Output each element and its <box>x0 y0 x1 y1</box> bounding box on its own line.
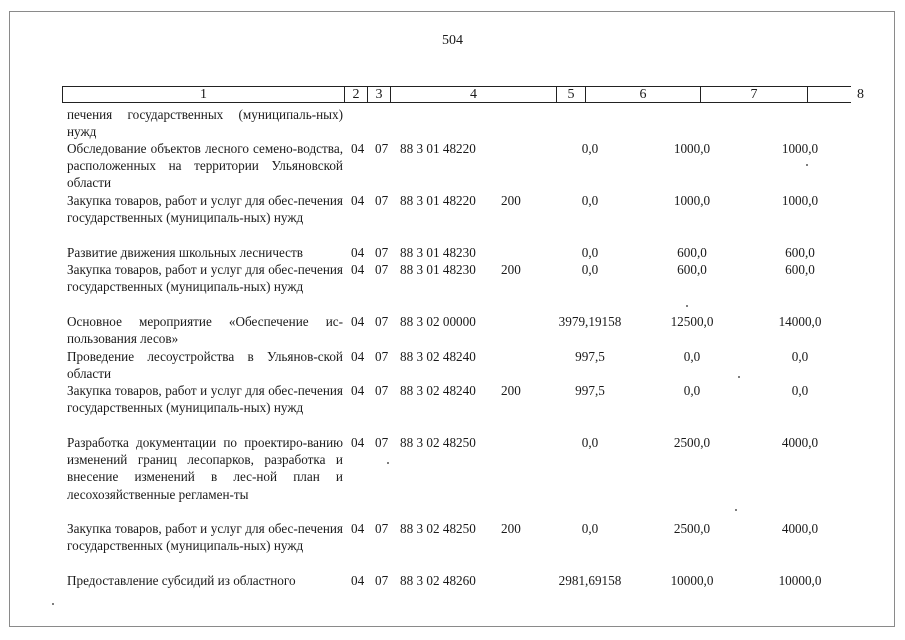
row-section: 04 <box>351 314 365 329</box>
row-value-col6: 0,0 <box>581 193 599 208</box>
row-subsection: 07 <box>375 245 389 260</box>
scan-speck <box>387 462 389 464</box>
row-target-code: 88 3 02 48240 <box>400 349 476 364</box>
row-subsection: 07 <box>375 435 389 450</box>
row-description: Закупка товаров, работ и услуг для обес-печения государственных (муниципаль-ных) нужд <box>67 521 343 554</box>
row-target-code: 88 3 02 48250 <box>400 521 476 536</box>
row-value-col7: 0,0 <box>683 349 701 364</box>
header-col-1: 1 <box>63 86 345 103</box>
row-value-col8: 1000,0 <box>781 193 819 208</box>
row-target-code: 88 3 01 48230 <box>400 245 476 260</box>
row-value-col8: 1000,0 <box>781 141 819 156</box>
row-value-col6: 0,0 <box>581 435 599 450</box>
table-header <box>62 86 864 103</box>
row-target-code: 88 3 01 48220 <box>400 141 476 156</box>
row-section: 04 <box>351 245 365 260</box>
row-description: печения государственных (муниципаль-ных) нужд <box>67 107 343 140</box>
row-value-col7: 600,0 <box>677 245 707 260</box>
row-value-col7: 1000,0 <box>673 193 711 208</box>
row-value-col6: 0,0 <box>581 141 599 156</box>
header-col-8: 8 <box>808 86 905 103</box>
header-col-3: 3 <box>368 86 391 103</box>
header-col-5: 5 <box>557 86 586 103</box>
row-value-col8: 0,0 <box>791 349 809 364</box>
scan-speck <box>738 376 740 378</box>
row-target-code: 88 3 02 48240 <box>400 383 476 398</box>
row-section: 04 <box>351 262 365 277</box>
row-value-col6: 0,0 <box>581 521 599 536</box>
row-section: 04 <box>351 573 365 588</box>
row-description: Закупка товаров, работ и услуг для обес-печения государственных (муниципаль-ных) нужд <box>67 262 343 295</box>
header-col-7: 7 <box>701 86 808 103</box>
row-value-col7: 600,0 <box>677 262 707 277</box>
row-value-col8: 600,0 <box>785 245 815 260</box>
row-section: 04 <box>351 349 365 364</box>
row-description: Проведение лесоустройства в Ульянов-ской области <box>67 349 343 382</box>
row-section: 04 <box>351 383 365 398</box>
row-value-col7: 2500,0 <box>673 435 711 450</box>
row-value-col6: 997,5 <box>575 349 605 364</box>
row-description: Закупка товаров, работ и услуг для обес-печения государственных (муниципаль-ных) нужд <box>67 383 343 416</box>
row-subsection: 07 <box>375 383 389 398</box>
row-value-col7: 2500,0 <box>673 521 711 536</box>
row-subsection: 07 <box>375 349 389 364</box>
row-value-col7: 1000,0 <box>673 141 711 156</box>
row-expense-type: 200 <box>501 383 521 398</box>
row-section: 04 <box>351 141 365 156</box>
row-description: Обследование объектов лесного семено-водства, расположенных на территории Ульяновской области <box>67 141 343 191</box>
row-value-col6: 997,5 <box>575 383 605 398</box>
row-section: 04 <box>351 435 365 450</box>
row-target-code: 88 3 02 48260 <box>400 573 476 588</box>
row-expense-type: 200 <box>501 521 521 536</box>
header-col-4: 4 <box>391 86 557 103</box>
row-target-code: 88 3 01 48230 <box>400 262 476 277</box>
row-value-col8: 14000,0 <box>778 314 822 329</box>
row-expense-type: 200 <box>501 262 521 277</box>
scan-speck <box>806 164 808 166</box>
row-value-col8: 0,0 <box>791 383 809 398</box>
row-subsection: 07 <box>375 314 389 329</box>
page-number: 504 <box>442 33 463 48</box>
row-value-col6: 0,0 <box>581 262 599 277</box>
row-value-col8: 4000,0 <box>781 521 819 536</box>
row-value-col7: 12500,0 <box>670 314 714 329</box>
row-description: Закупка товаров, работ и услуг для обес-печения государственных (муниципаль-ных) нужд <box>67 193 343 226</box>
row-value-col7: 10000,0 <box>670 573 714 588</box>
row-section: 04 <box>351 521 365 536</box>
row-description: Развитие движения школьных лесничеств <box>67 245 304 260</box>
row-value-col8: 600,0 <box>785 262 815 277</box>
row-description: Основное мероприятие «Обеспечение ис-пользования лесов» <box>67 314 343 347</box>
row-target-code: 88 3 02 00000 <box>400 314 476 329</box>
row-expense-type: 200 <box>501 193 521 208</box>
header-col-6: 6 <box>586 86 701 103</box>
row-description: Предоставление субсидий из областного <box>67 573 296 588</box>
row-value-col6: 2981,69158 <box>558 573 622 588</box>
row-target-code: 88 3 01 48220 <box>400 193 476 208</box>
row-subsection: 07 <box>375 141 389 156</box>
row-description: Разработка документации по проектиро-ванию изменений границ лесопарков, разработка и внесение изменений в лес-ной план и лесохозяйственные регламен-ты <box>67 435 343 502</box>
row-subsection: 07 <box>375 193 389 208</box>
row-value-col7: 0,0 <box>683 383 701 398</box>
header-col-2: 2 <box>345 86 368 103</box>
row-value-col8: 10000,0 <box>778 573 822 588</box>
row-value-col6: 3979,19158 <box>558 314 622 329</box>
row-target-code: 88 3 02 48250 <box>400 435 476 450</box>
scan-speck <box>735 509 737 511</box>
row-value-col8: 4000,0 <box>781 435 819 450</box>
scan-speck <box>52 603 54 605</box>
row-subsection: 07 <box>375 573 389 588</box>
row-section: 04 <box>351 193 365 208</box>
row-subsection: 07 <box>375 262 389 277</box>
scan-speck <box>686 305 688 307</box>
row-subsection: 07 <box>375 521 389 536</box>
row-value-col6: 0,0 <box>581 245 599 260</box>
